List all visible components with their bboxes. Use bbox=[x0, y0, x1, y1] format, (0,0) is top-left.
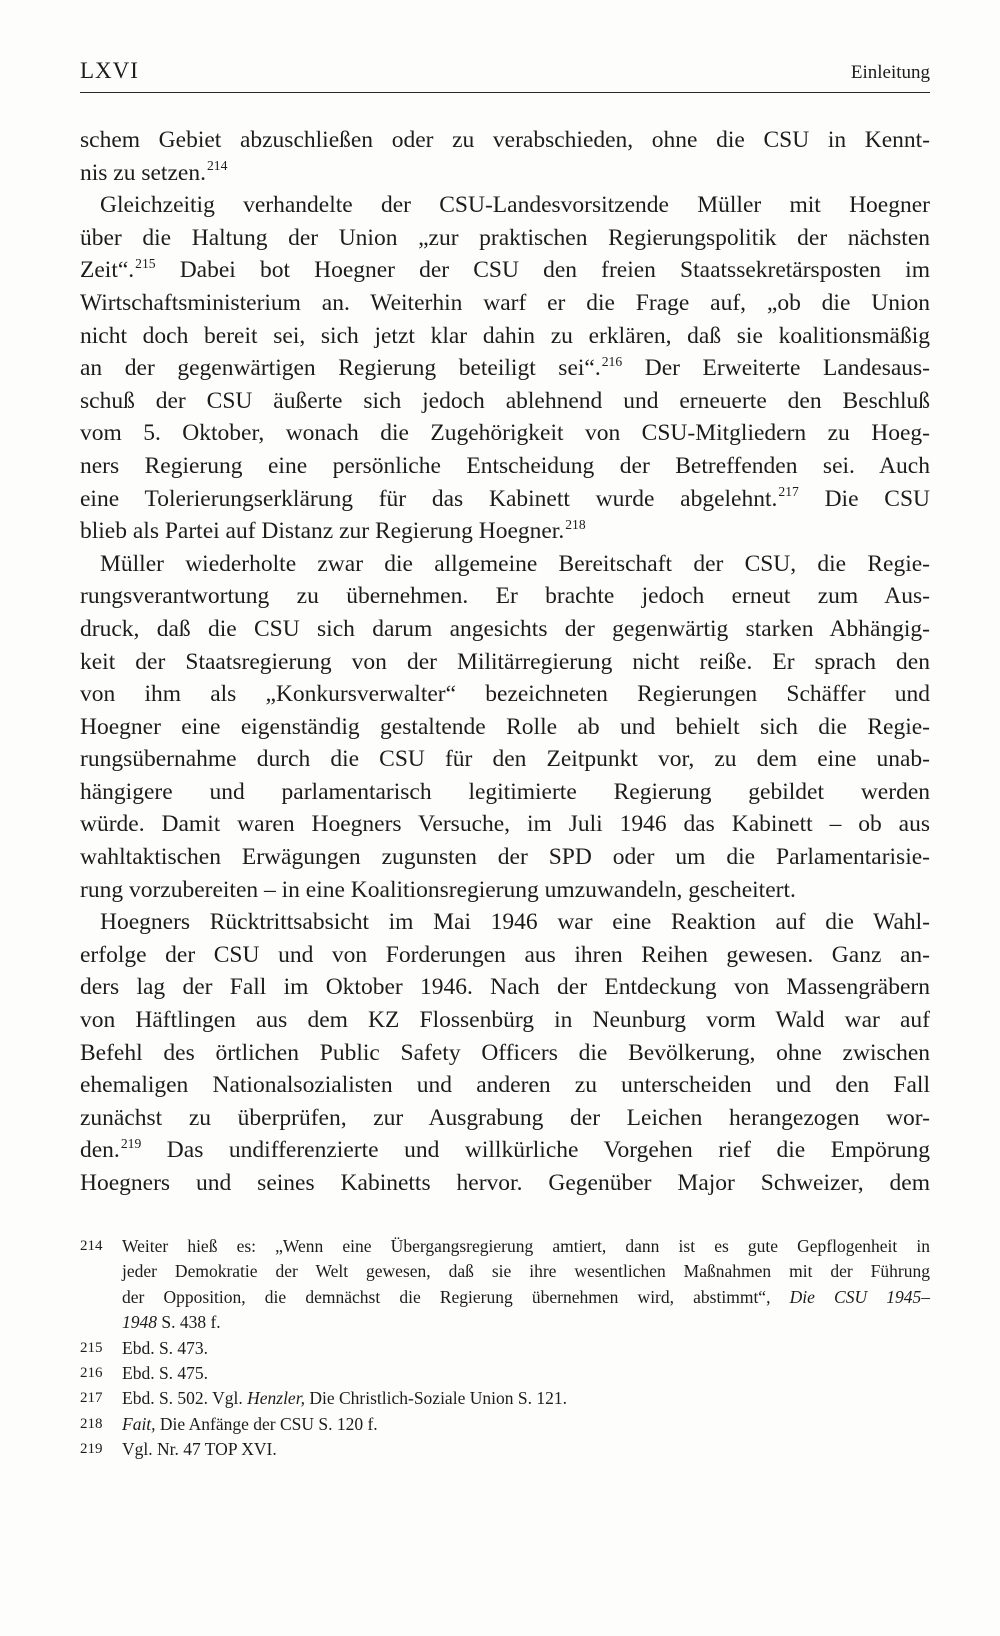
footnote-line bbox=[122, 1412, 930, 1437]
line-text: eine Tolerierungserklärung für das Kabinett wurde abgelehnt. bbox=[80, 485, 778, 512]
footnote-text: S. 438 f. bbox=[157, 1312, 221, 1333]
text-line bbox=[80, 841, 930, 874]
line-text: hängigere und parlamentarisch legitimierte Regierung gebildet werden bbox=[80, 778, 930, 805]
text-line bbox=[80, 1134, 930, 1167]
footnote-ref: 216 bbox=[601, 353, 623, 369]
line-text: von Häftlingen aus dem KZ Flossenbürg in Neunburg vorm Wald war auf bbox=[80, 1007, 930, 1034]
footnote-ref: 219 bbox=[120, 1135, 142, 1151]
text-line bbox=[80, 971, 930, 1004]
footnote-number: 218 bbox=[80, 1415, 103, 1432]
line-text: ehemaligen Nationalsozialisten und anderen zu unterscheiden und den Fall bbox=[80, 1072, 930, 1099]
footnote-number: 214 bbox=[80, 1238, 103, 1254]
footnote-ref: 217 bbox=[778, 484, 799, 499]
text-line bbox=[80, 939, 930, 972]
footnote-ref: 214 bbox=[206, 158, 228, 174]
text-line bbox=[80, 711, 930, 744]
text-line bbox=[80, 548, 930, 581]
text-line bbox=[80, 320, 930, 353]
footnote-line bbox=[122, 1310, 930, 1335]
line-text: ders lag der Fall im Oktober 1946. Nach der Entdeckung von Massengräbern bbox=[80, 974, 930, 1001]
line-text: an der gegenwärtigen Regierung beteiligt sei“. bbox=[80, 355, 601, 382]
line-text: zunächst zu überprüfen, zur Ausgrabung der Leichen herangezogen wor- bbox=[80, 1104, 930, 1131]
line-text: rung vorzubereiten – in eine Koalitionsregierung umzuwandeln, gescheitert. bbox=[80, 876, 796, 903]
line-text: würde. Damit waren Hoegners Versuche, im Juli 1946 das Kabinett – ob aus bbox=[80, 811, 930, 838]
text-line bbox=[80, 124, 930, 157]
text-line bbox=[80, 580, 930, 613]
footnote-line bbox=[122, 1386, 930, 1411]
footnote-number: 219 bbox=[80, 1441, 103, 1458]
line-text: keit der Staatsregierung von der Militärregierung nicht reiße. Er sprach den bbox=[80, 648, 930, 675]
line-text: nicht doch bereit sei, sich jetzt klar dahin zu erklären, daß sie koalitionsmäßig bbox=[80, 322, 930, 349]
text-line bbox=[80, 157, 930, 190]
footnote-number: 217 bbox=[80, 1390, 103, 1407]
footnote-text: Die Anfänge der CSU S. 120 f. bbox=[155, 1413, 378, 1434]
footnote bbox=[80, 1336, 930, 1361]
line-text: rungsübernahme durch die CSU für den Zeitpunkt vor, zu dem eine unab- bbox=[80, 746, 930, 773]
footnote-text: jeder Demokratie der Welt gewesen, daß sie ihre wesentlichen Maßnahmen mit der Führung bbox=[122, 1261, 930, 1282]
line-text: Befehl des örtlichen Public Safety Officers die Bevölkerung, ohne zwischen bbox=[80, 1039, 930, 1066]
text-line bbox=[80, 1037, 930, 1070]
text-line bbox=[80, 1004, 930, 1037]
line-text-cont: Die CSU bbox=[798, 485, 930, 512]
line-text: erfolge der CSU und von Forderungen aus ihren Reihen gewesen. Ganz an- bbox=[80, 941, 930, 968]
line-text: schuß der CSU äußerte sich jedoch ablehnend und erneuerte den Beschluß bbox=[80, 387, 930, 414]
body-text bbox=[80, 124, 930, 1200]
footnote-line bbox=[122, 1285, 930, 1310]
footnote-number: 216 bbox=[80, 1365, 103, 1382]
line-text: ners Regierung eine persönliche Entscheidung der Betreffenden sei. Auch bbox=[80, 452, 930, 479]
line-text: schem Gebiet abzuschließen oder zu verabschieden, ohne die CSU in Kennt- bbox=[80, 127, 930, 153]
text-line bbox=[80, 254, 930, 287]
section-title: Einleitung bbox=[850, 62, 930, 83]
text-line bbox=[80, 287, 930, 320]
footnote-line bbox=[122, 1259, 930, 1284]
text-line bbox=[80, 483, 930, 516]
line-text: Hoegners und seines Kabinetts hervor. Gegenüber Major Schweizer, dem bbox=[80, 1170, 930, 1196]
line-text: Wirtschaftsministerium an. Weiterhin warf er die Frage auf, „ob die Union bbox=[80, 289, 930, 316]
text-line bbox=[80, 222, 930, 255]
footnote-line bbox=[122, 1234, 930, 1259]
footnote bbox=[80, 1361, 930, 1386]
line-text: wahltaktischen Erwägungen zugunsten der SPD oder um die Parlamentarisie- bbox=[80, 844, 930, 871]
text-line bbox=[80, 646, 930, 679]
footnotes bbox=[80, 1234, 930, 1463]
line-text: den. bbox=[80, 1137, 120, 1164]
footnote-number: 215 bbox=[80, 1339, 103, 1356]
footnote-line bbox=[122, 1361, 930, 1386]
footnote-italic-text: 1948 bbox=[122, 1312, 157, 1333]
footnote bbox=[80, 1386, 930, 1411]
line-text: Hoegner eine eigenständig gestaltende Rolle ab und behielt sich die Regie- bbox=[80, 713, 930, 740]
text-line bbox=[80, 906, 930, 939]
footnote-ref: 218 bbox=[565, 516, 586, 532]
footnote-italic-text: Fait, bbox=[122, 1413, 156, 1434]
footnote-italic-text: Henzler, bbox=[247, 1388, 305, 1409]
text-line bbox=[80, 1102, 930, 1135]
text-line bbox=[80, 385, 930, 418]
text-line bbox=[80, 515, 930, 548]
line-text-cont: Das undifferenzierte und willkürliche Vorgehen rief die Empörung bbox=[141, 1137, 930, 1164]
footnote-text: Ebd. S. 473. bbox=[122, 1337, 209, 1358]
footnote-text: Vgl. Nr. 47 TOP XVI. bbox=[122, 1439, 277, 1460]
footnote-line bbox=[122, 1437, 930, 1462]
line-text: Müller wiederholte zwar die allgemeine Bereitschaft der CSU, die Regie- bbox=[100, 550, 930, 577]
text-line bbox=[80, 678, 930, 711]
line-text: blieb als Partei auf Distanz zur Regierung Hoegner. bbox=[80, 518, 565, 545]
text-line bbox=[80, 743, 930, 776]
line-text: Hoegners Rücktrittsabsicht im Mai 1946 war eine Reaktion auf die Wahl- bbox=[100, 909, 930, 936]
line-text: von ihm als „Konkursverwalter“ bezeichneten Regierungen Schäffer und bbox=[80, 681, 930, 708]
footnote-text: Weiter hieß es: „Wenn eine Übergangsregierung amtiert, dann ist es gute Gepflogenheit in bbox=[122, 1236, 930, 1256]
text-line bbox=[80, 808, 930, 841]
footnote-text: Ebd. S. 502. Vgl. bbox=[122, 1388, 248, 1409]
text-line bbox=[80, 874, 930, 907]
line-text: nis zu setzen. bbox=[80, 159, 206, 186]
footnote bbox=[80, 1437, 930, 1462]
footnote-ref: 215 bbox=[135, 255, 156, 271]
text-line bbox=[80, 613, 930, 646]
text-line bbox=[80, 417, 930, 450]
footnote-text: Die Christlich-Soziale Union S. 121. bbox=[304, 1388, 567, 1409]
line-text-cont: Der Erweiterte Landesaus- bbox=[622, 355, 930, 382]
text-line bbox=[80, 776, 930, 809]
line-text: Gleichzeitig verhandelte der CSU-Landesvorsitzende Müller mit Hoegner bbox=[100, 192, 930, 219]
footnote-text: Ebd. S. 475. bbox=[122, 1363, 209, 1384]
running-header bbox=[80, 58, 930, 93]
line-text: über die Haltung der Union „zur praktischen Regierungspolitik der nächsten bbox=[80, 224, 930, 251]
footnote-line bbox=[122, 1336, 930, 1361]
text-line bbox=[80, 450, 930, 483]
footnote bbox=[80, 1234, 930, 1336]
footnote-text: der Opposition, die demnächst die Regierung übernehmen wird, abstimmt“, bbox=[122, 1286, 790, 1307]
footnote bbox=[80, 1412, 930, 1437]
line-text: druck, daß die CSU sich darum angesichts der gegenwärtig starken Abhängig- bbox=[80, 615, 930, 642]
page-number: LXVI bbox=[80, 58, 139, 83]
text-line bbox=[80, 1069, 930, 1102]
text-line bbox=[80, 189, 930, 222]
line-text: rungsverantwortung zu übernehmen. Er brachte jedoch erneut zum Aus- bbox=[80, 583, 930, 610]
text-line bbox=[80, 1167, 930, 1200]
line-text: Zeit“. bbox=[80, 257, 135, 284]
text-line bbox=[80, 352, 930, 385]
footnote-italic-text: Die CSU 1945– bbox=[789, 1286, 930, 1307]
line-text-cont: Dabei bot Hoegner der CSU den freien Staatssekretärsposten im bbox=[155, 257, 930, 284]
line-text: vom 5. Oktober, wonach die Zugehörigkeit von CSU-Mitgliedern zu Hoeg- bbox=[80, 420, 930, 447]
